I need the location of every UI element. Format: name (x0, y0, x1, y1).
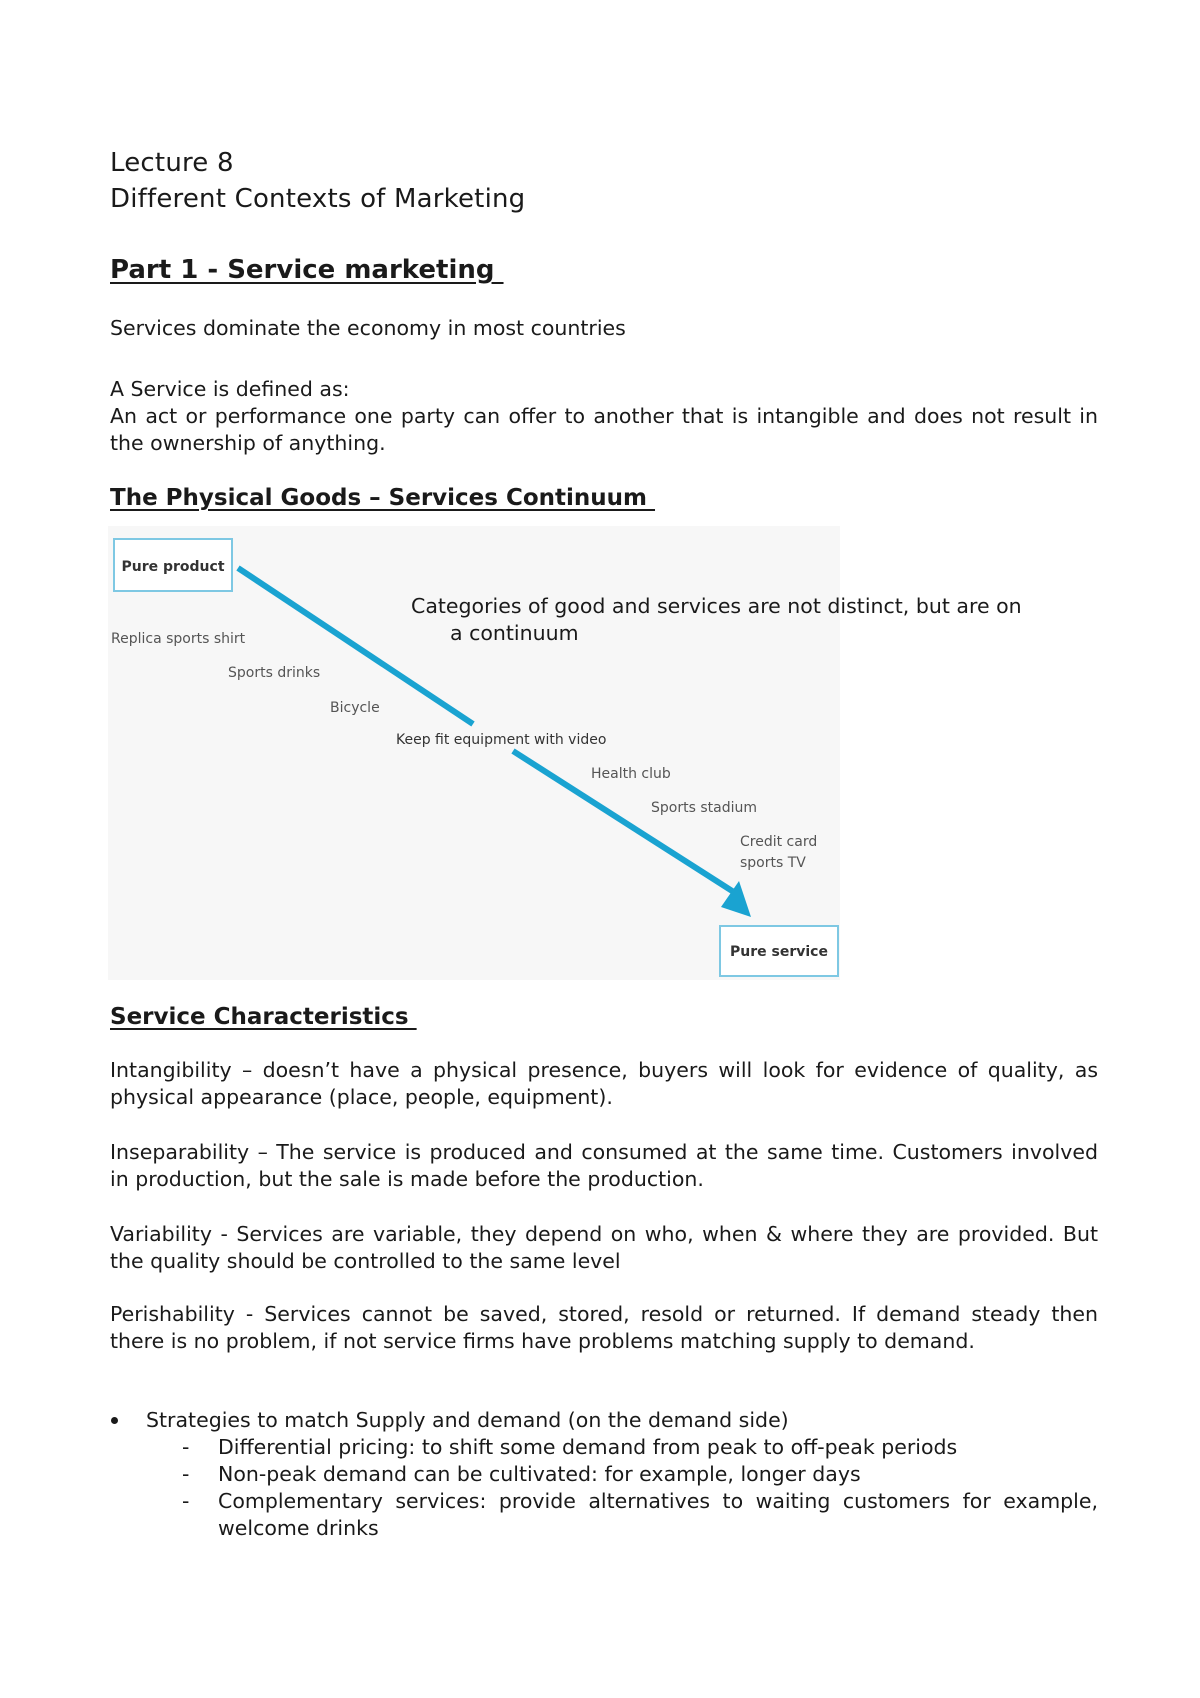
strategy-item-text: Complementary services: provide alternatives to waiting customers for example, welcome drinks (218, 1489, 1098, 1540)
continuum-note-line-1: Categories of good and services are not distinct, but are on (411, 594, 1022, 618)
strategy-item (146, 1434, 1098, 1461)
continuum-item: Bicycle (330, 700, 380, 716)
continuum-item: sports TV (740, 855, 806, 871)
pure-product-label: Pure product (121, 559, 225, 575)
strategies-list (110, 1407, 1098, 1542)
continuum-item: Health club (591, 766, 671, 782)
dash-marker: - (182, 1489, 190, 1513)
definition-text: An act or performance one party can offer to another that is intangible and does not result in the ownership of anything. (110, 404, 1098, 455)
pure-service-label: Pure service (730, 944, 828, 960)
variability-paragraph: Variability - Services are variable, they depend on who, when & where they are provided. But the quality should be controlled to the same level (110, 1222, 1098, 1273)
lecture-subtitle: Different Contexts of Marketing (110, 184, 526, 214)
characteristics-heading: Service Characteristics (110, 1004, 417, 1030)
continuum-item: Credit card (740, 834, 818, 850)
strategy-item-text: Non-peak demand can be cultivated: for example, longer days (218, 1462, 861, 1486)
part-heading: Part 1 - Service marketing (110, 255, 504, 285)
perishability-paragraph: Perishability - Services cannot be saved, stored, resold or returned. If demand steady then there is no problem, if not service firms have problems matching supply to demand. (110, 1302, 1098, 1353)
lecture-title: Lecture 8 (110, 148, 234, 178)
strategy-item-text: Differential pricing: to shift some demand from peak to off-peak periods (218, 1435, 958, 1459)
strategies-sublist (146, 1434, 1098, 1542)
strategies-bullet (110, 1407, 1098, 1542)
definition-label: A Service is defined as: (110, 377, 350, 401)
strategies-bullet-text: Strategies to match Supply and demand (on the demand side) (146, 1408, 789, 1432)
continuum-item: Sports drinks (228, 665, 321, 681)
inseparability-paragraph: Inseparability – The service is produced and consumed at the same time. Customers involved in production, but the sale is made before the production. (110, 1140, 1098, 1191)
continuum-item: Replica sports shirt (111, 631, 246, 647)
strategy-item (146, 1461, 1098, 1488)
continuum-note (411, 593, 1098, 647)
intro-line: Services dominate the economy in most countries (110, 316, 626, 340)
bullet-icon (111, 1417, 118, 1424)
dash-marker: - (182, 1462, 190, 1486)
continuum-item: Sports stadium (651, 800, 757, 816)
continuum-heading: The Physical Goods – Services Continuum (110, 485, 656, 511)
strategy-item (146, 1488, 1098, 1542)
continuum-item: Keep fit equipment with video (396, 732, 607, 748)
dash-marker: - (182, 1435, 190, 1459)
intangibility-paragraph: Intangibility – doesn’t have a physical presence, buyers will look for evidence of quality, as physical appearance (place, people, equipment). (110, 1058, 1098, 1109)
continuum-note-line-2: a continuum (450, 621, 579, 645)
